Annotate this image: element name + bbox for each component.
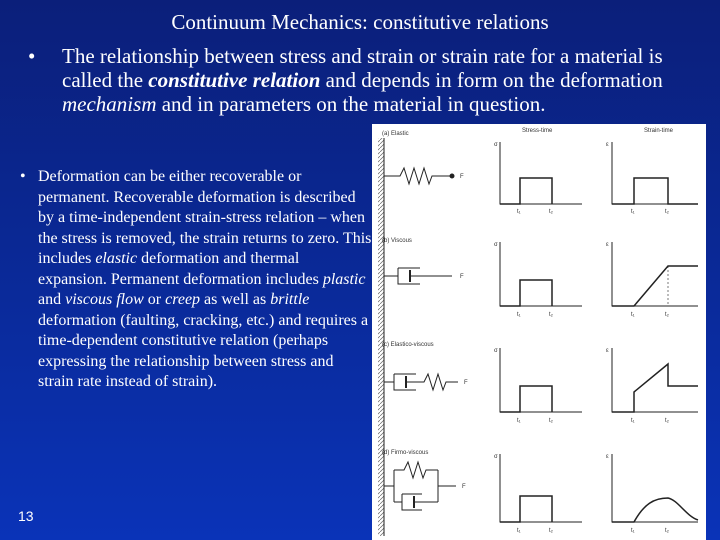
text-run: as well as: [200, 291, 271, 308]
strain-curve: [612, 498, 698, 522]
stress-curve: [500, 386, 552, 412]
bullet-text: [38, 167, 372, 393]
t1-label: t₁: [517, 418, 521, 424]
bullet-marker: •: [20, 168, 26, 185]
panel-label: (c) Elastico-viscous: [382, 342, 434, 348]
t2-label: t₂: [665, 418, 669, 424]
t1-label: t₁: [631, 312, 635, 318]
force-label: F: [462, 484, 466, 490]
bullet-deformation: [20, 167, 372, 393]
t1-label: t₁: [517, 312, 521, 318]
t2-label: t₂: [549, 528, 553, 534]
stress-axis-label: σ: [494, 454, 498, 460]
header-strain-time: Strain-time: [644, 128, 674, 134]
strain-axis-label: ε: [606, 454, 609, 460]
header-stress-time: Stress-time: [522, 128, 553, 134]
text-run: deformation and thermal expansion. Permanent deformation includes: [38, 250, 323, 288]
fixed-wall: [378, 138, 384, 536]
emphasis-viscous-flow: viscous flow: [65, 291, 144, 308]
strain-axis-label: ε: [606, 242, 609, 248]
text-run: and in parameters on the material in question.: [156, 92, 546, 116]
emphasis-constitutive-relation: constitutive relation: [148, 68, 321, 92]
stress-axes: [500, 348, 582, 412]
spring: [384, 168, 452, 184]
t2-label: t₂: [549, 418, 553, 424]
t2-label: t₂: [665, 209, 669, 215]
t1-label: t₁: [631, 418, 635, 424]
node: [450, 174, 454, 178]
emphasis-elastic: elastic: [95, 250, 138, 267]
emphasis-brittle: brittle: [270, 291, 310, 308]
t1-label: t₁: [631, 209, 635, 215]
panel-viscous: [382, 238, 698, 318]
panel-elastico-viscous: [382, 342, 698, 424]
strain-curve: [612, 266, 698, 306]
text-run: Deformation can be either recoverable or permanent. Recoverable deformation is described by a time-independent strain-stress relation – when the stress is removed, the strain returns to zero. This includes: [38, 168, 372, 267]
t2-label: t₂: [549, 209, 553, 215]
slide-title: Continuum Mechanics: constitutive relations: [171, 10, 549, 34]
stress-axis-label: σ: [494, 348, 498, 354]
rheology-figure: [372, 124, 706, 540]
emphasis-mechanism: mechanism: [62, 92, 157, 116]
panel-elastic: [382, 131, 698, 215]
spring: [394, 462, 438, 478]
stress-curve: [500, 178, 552, 204]
t1-label: t₁: [631, 528, 635, 534]
strain-curve: [612, 364, 698, 412]
bullet-constitutive-relation: [28, 44, 688, 116]
strain-axis-label: ε: [606, 348, 609, 354]
force-label: F: [460, 174, 464, 180]
spring: [406, 374, 458, 390]
stress-axes: [500, 142, 582, 204]
t1-label: t₁: [517, 209, 521, 215]
strain-axes: [612, 142, 698, 204]
text-run: The relationship between stress and strain or strain rate for a material is called the: [62, 44, 663, 92]
bullet-text: [62, 44, 688, 116]
dashpot: [394, 494, 438, 510]
slide-number: 13: [18, 508, 34, 524]
force-label: F: [464, 380, 468, 386]
strain-curve: [612, 178, 698, 204]
strain-axis-label: ε: [606, 142, 609, 148]
t2-label: t₂: [665, 312, 669, 318]
stress-axis-label: σ: [494, 242, 498, 248]
strain-axes: [612, 348, 698, 412]
panel-label: (d) Firmo-viscous: [382, 450, 429, 456]
stress-axes: [500, 454, 582, 522]
panel-label: (b) Viscous: [382, 238, 412, 244]
text-run: deformation (faulting, cracking, etc.) and requires a time-dependent constitutive relation (perhaps expressing the relationship between stress and strain rate instead of strain).: [38, 311, 369, 390]
strain-axes: [612, 242, 698, 306]
stress-curve: [500, 280, 552, 306]
stress-axis-label: σ: [494, 142, 498, 148]
stress-axes: [500, 242, 582, 306]
text-run: and depends in form on the deformation: [320, 68, 663, 92]
panel-label: (a) Elastic: [382, 131, 409, 137]
t2-label: t₂: [549, 312, 553, 318]
text-run: or: [143, 291, 166, 308]
t2-label: t₂: [665, 528, 669, 534]
force-label: F: [460, 274, 464, 280]
text-run: and: [38, 291, 66, 308]
bullet-marker: •: [28, 44, 36, 68]
t1-label: t₁: [517, 528, 521, 534]
emphasis-creep: creep: [165, 291, 201, 308]
panel-firmo-viscous: [382, 450, 698, 534]
rheology-diagram: [372, 124, 706, 540]
stress-curve: [500, 496, 552, 522]
emphasis-plastic: plastic: [322, 270, 366, 288]
